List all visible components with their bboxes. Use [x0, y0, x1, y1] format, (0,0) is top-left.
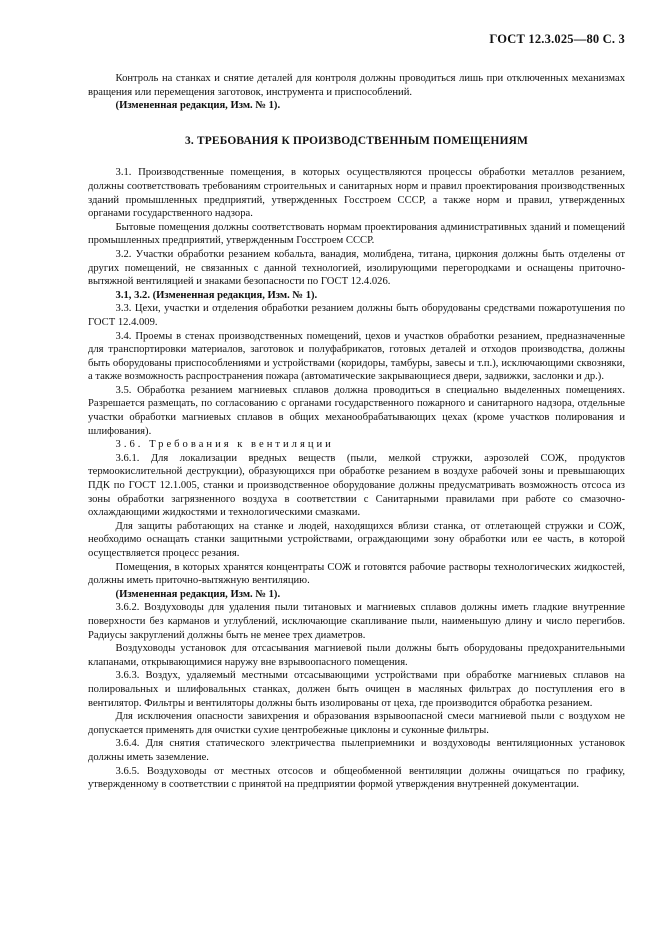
paragraph: 3.6. Требования к вентиляции — [115, 439, 334, 451]
paragraph: 3.3. Цехи, участки и отделения обработки резанием должны быть оборудованы средствами пожаротушения по ГОСТ 12.4.009. — [88, 303, 625, 328]
paragraph: 3.6.2. Воздуховоды для удаления пыли титановых и магниевых сплавов должны иметь гладкие внутренние поверхности без карманов и углублений, исключающие скапливание пыли, наименьшую длину и число перегибов. Радиусы закруглений должны быть не менее трех диаметров. — [88, 602, 625, 641]
intro-block — [88, 72, 625, 113]
paragraph: 3.1. Производственные помещения, в которых осуществляются процессы обработки металлов резанием, должны соответствовать требованиям строительных и санитарных норм и правил проектирования производственных зданий промышленных предприятий, утвержденных Госстроем СССР, а также норм и правил, утвержденных органами государственного надзора. — [88, 167, 625, 220]
document-body — [88, 72, 625, 792]
paragraph: Контроль на станках и снятие деталей для контроля должны проводиться лишь при отключенных механизмах вращения или перемещения заготовок, инструмента и приспособлений. — [88, 73, 625, 98]
page-header: ГОСТ 12.3.025—80 С. 3 — [489, 32, 625, 46]
paragraph: 3.6.5. Воздуховоды от местных отсосов и общеобменной вентиляции должны очищаться по графику, утвержденному в соответствии с принятой на предприятии формой утверждения внутренней документации. — [88, 765, 625, 791]
paragraph: Для защиты работающих на станке и людей, находящихся вблизи станка, от отлетающей стружки и СОЖ, необходимо оснащать станки защитными устройствами, ограждающими зону обработки или ее часть, в которой осуществляется процесс резания. — [88, 520, 625, 559]
paragraph: Воздуховоды установок для отсасывания магниевой пыли должны быть оборудованы предохранительными клапанами, открывающимися наружу вне взрывоопасного помещения. — [88, 643, 625, 668]
paragraph: 3.2. Участки обработки резанием кобальта, ванадия, молибдена, титана, циркония должны быть отделены от других помещений, не связанных с данной технологией, изолирующими перегородками и оснащены приточно-вытяжной вентиляцией и знаками безопасности по ГОСТ 12.4.026. — [88, 248, 625, 288]
paragraph: 3.6.4. Для снятия статического электричества пылеприемники и воздуховоды вентиляционных установок должны иметь заземление. — [88, 738, 625, 763]
paragraph: Для исключения опасности завихрения и образования взрывоопасной смеси магниевой пыли с воздухом не допускается применять для очистки сухие центробежные циклоны и суконные фильтры. — [88, 711, 625, 736]
paragraph: 3.1, 3.2. (Измененная редакция, Изм. № 1). — [115, 289, 318, 301]
paragraph: 3.5. Обработка резанием магниевых сплавов должна проводиться в специально выделенных помещениях. Разрешается размещать, по согласованию с органами государственного пожарного и санитарного надзора, отдельные участки обработки магниевых сплавов в общих механообрабатывающих цехах (кроме участков полирования и шлифования). — [88, 384, 625, 437]
paragraph: Бытовые помещения должны соответствовать нормам проектирования административных зданий и помещений промышленных предприятий, утвержденным Госстроем СССР. — [88, 221, 625, 247]
paragraph: 3.6.1. Для локализации вредных веществ (пыли, мелкой стружки, аэрозолей СОЖ, продуктов термоокислительной деструкции), образующихся при обработке резанием в воздухе рабочей зоны и превышающих ПДК по ГОСТ 12.1.005, станки и производственное оборудование должны предусматривать возможность отсоса из зоны обработки загрязненного воздуха в соответствии с Санитарными правилами при работе со смазочно-охлаждающими жидкостями и технологическими смазками. — [88, 452, 625, 519]
paragraph: (Измененная редакция, Изм. № 1). — [115, 588, 281, 600]
paragraph: (Измененная редакция, Изм. № 1). — [115, 100, 281, 112]
section-block — [88, 166, 625, 791]
section-heading: 3. ТРЕБОВАНИЯ К ПРОИЗВОДСТВЕННЫМ ПОМЕЩЕНИЯМ — [184, 134, 529, 147]
paragraph: 3.4. Проемы в стенах производственных помещений, цехов и участков обработки резанием, предназначенные для транспортировки материалов, заготовок и полуфабрикатов, готовых деталей и отходов производства, должны быть оборудованы приспособлениями и устройствами (коридоры, тамбуры, завесы и т.п.), исключающими сквозняки, а также возможность распространения пожара (автоматические закрывающиеся двери, задвижки, заслонки и др.). — [88, 330, 625, 383]
paragraph: 3.6.3. Воздух, удаляемый местными отсасывающими устройствами при обработке магниевых сплавов на полировальных и шлифовальных станках, должен быть очищен в масляных фильтрах до поступления его в вентилятор. Фильтры и вентиляторы должны быть изолированы от цеха, где производится обработка резанием. — [88, 670, 625, 709]
paragraph: Помещения, в которых хранятся концентраты СОЖ и готовятся рабочие растворы технологических жидкостей, должны иметь приточно-вытяжную вентиляцию. — [88, 561, 625, 587]
